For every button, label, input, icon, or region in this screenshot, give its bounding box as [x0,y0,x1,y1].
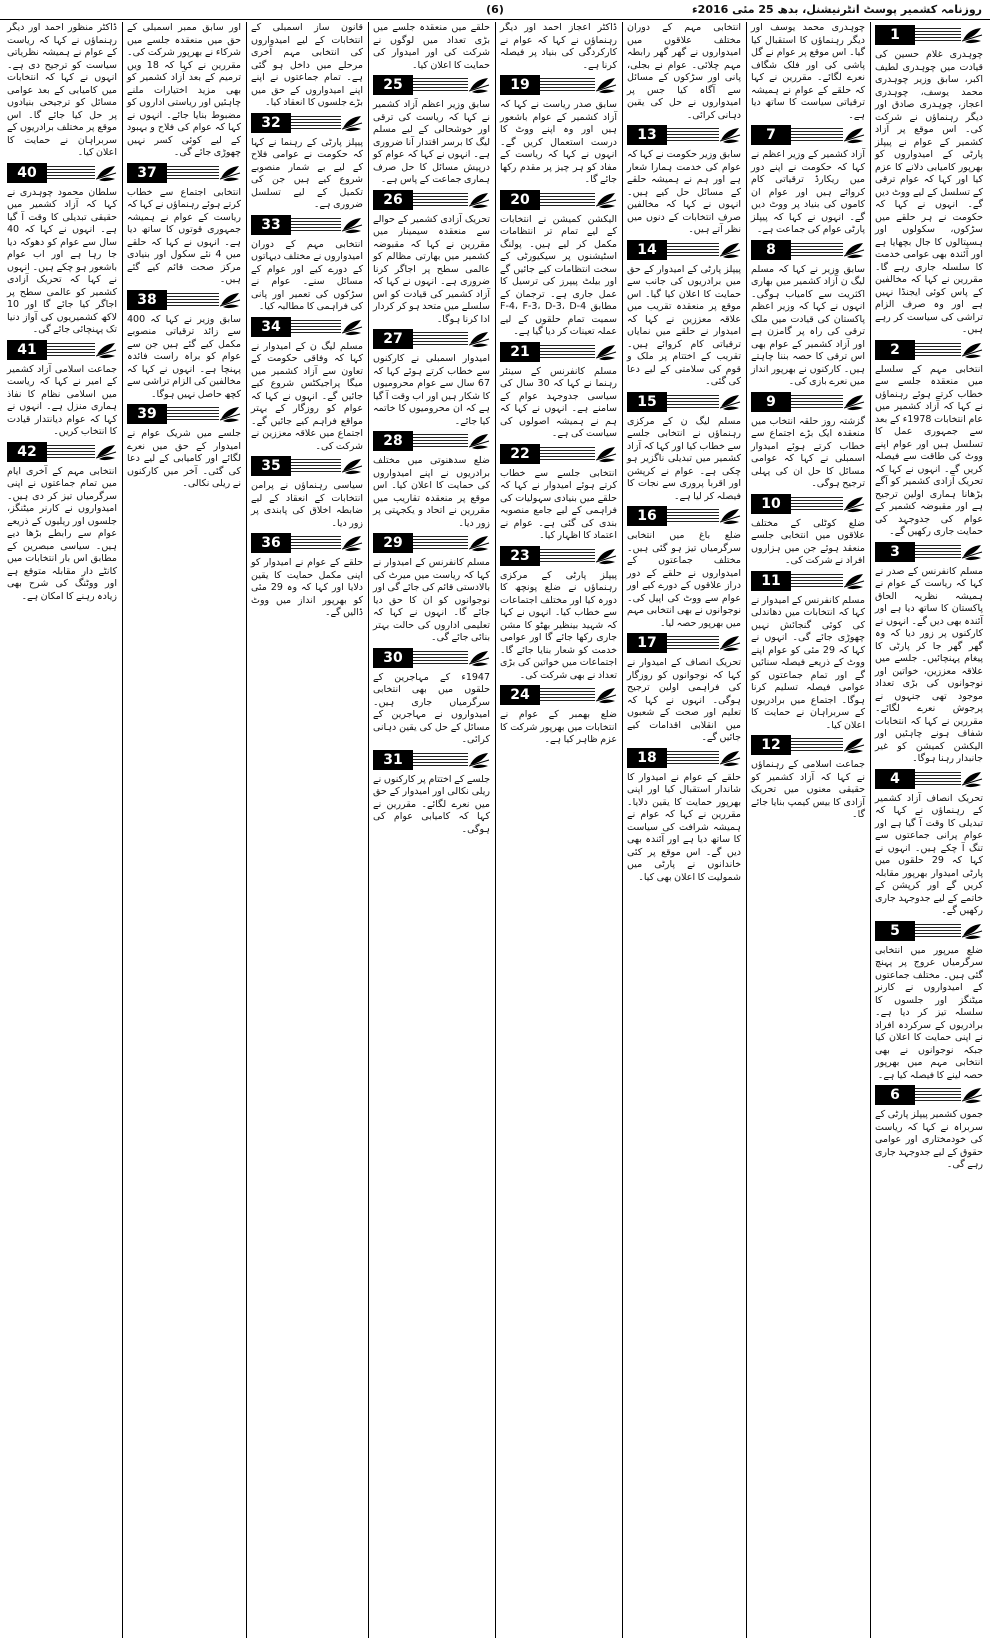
section-header [751,392,865,412]
section-stripe [413,536,468,550]
section-header [875,25,983,45]
section-number: 4 [875,769,915,789]
section-number: 28 [373,431,413,451]
leaf-flourish-icon [843,495,865,513]
leaf-flourish-icon [219,291,241,309]
article-paragraph: پیپلز پارٹی کے مرکزی رہنماؤں نے ضلع پونچھ کا دورہ کیا اور مختلف اجتماعات سے خطاب کیا۔ انہوں نے کہا کہ شہید بینظیر بھٹو کا مشن جاری رکھا جائے گا اور عوامی خدمت کو شعار بنایا جائے گا۔ اجتماعات میں خواتین کی بڑی تعداد نے بھی شرکت کی۔ [500,569,617,681]
section-stripe [791,243,843,257]
article-column [872,22,986,1638]
section-number: 38 [127,290,167,310]
leaf-flourish-icon [719,393,741,411]
article-column [624,22,744,1638]
section-number: 16 [627,506,667,526]
section-header [127,163,241,183]
section-header [500,342,617,362]
article-paragraph: مسلم کانفرنس کے امیدوار نے کہا کہ انتخابات میں دھاندلی کی کوئی گنجائش نہیں چھوڑی جائے گی۔ انہوں نے کہا کہ 29 مئی کو عوام اپنے ووٹ کے ذریعے فیصلہ سنائیں گے اور تمام جماعتوں کو عوامی فیصلہ تسلیم کرنا ہوگا۔ اجتماع میں برادریوں کے سربراہان نے حمایت کا اعلان کیا۔ [751,594,865,731]
section-header [627,748,741,768]
section-stripe [291,536,341,550]
leaf-flourish-icon [595,343,617,361]
leaf-flourish-icon [468,751,490,769]
section-number: 34 [251,317,291,337]
article-paragraph: جلسے میں شریک عوام نے امیدوار کے حق میں نعرے لگائے اور کامیابی کے لیے دعا کی گئی۔ آخر میں کارکنوں نے ریلی نکالی۔ [127,428,241,489]
leaf-flourish-icon [341,216,363,234]
article-paragraph: جماعت اسلامی آزاد کشمیر کے امیر نے کہا کہ ریاست میں اسلامی نظام کا نفاذ ہماری منزل ہے۔ انہوں نے کہا کہ عوام دیانتدار قیادت کا انتخاب کریں۔ [7,363,117,437]
section-header [627,240,741,260]
column-divider [495,22,496,1638]
section-number: 33 [251,215,291,235]
leaf-flourish-icon [843,241,865,259]
section-number: 36 [251,533,291,553]
section-number: 19 [500,75,540,95]
article-paragraph: ڈاکٹر منظور احمد اور دیگر رہنماؤں نے کہا کہ ریاست کے عوام نے ہمیشہ نظریاتی سیاست کو ترجیح دی ہے۔ انہوں نے کہا کہ انتخابات میں کامیابی کے بعد عوامی مسائل کو ترجیحی بنیادوں پر حل کیا جائے گا۔ اس موقع پر مختلف برادریوں کے سربراہان نے حمایت کا اعلان کیا۔ [7,22,117,158]
section-number: 8 [751,240,791,260]
section-header [251,533,363,553]
section-stripe [915,28,961,42]
article-paragraph: 1947ء کے مہاجرین کے حلقوں میں بھی انتخابی سرگرمیاں جاری ہیں۔ امیدواروں نے مہاجرین کے مسائل کے حل کی یقین دہانی کرائی۔ [373,671,490,745]
section-number: 14 [627,240,667,260]
section-header [373,190,490,210]
section-header [251,113,363,133]
article-paragraph: ضلع باغ میں انتخابی سرگرمیاں تیز ہو گئی ہیں۔ مختلف جماعتوں کے امیدواروں نے حلقے کے دور دراز علاقوں کے دورے کیے اور عوام سے ووٹ کی اپیل کی۔ نوجوانوں نے بھی انتخابی مہم میں بھرپور حصہ لیا۔ [627,530,741,629]
section-number: 6 [875,1085,915,1105]
article-column [248,22,366,1638]
article-paragraph: انتخابی اجتماع سے خطاب کرتے ہوئے رہنماؤں نے کہا کہ ریاست کے عوام نے ہمیشہ جمہوری قوتوں کا ساتھ دیا ہے۔ انہوں نے کہا کہ حلقے میں 4 نئے سکول اور بنیادی مرکز صحت قائم کیے گئے ہیں۔ [127,186,241,285]
section-number: 37 [127,163,167,183]
section-header [373,648,490,668]
section-stripe [667,243,719,257]
section-number: 21 [500,342,540,362]
section-stripe [540,447,595,461]
section-stripe [291,116,341,130]
section-header [373,75,490,95]
leaf-flourish-icon [719,241,741,259]
section-stripe [915,772,961,786]
column-divider [622,22,623,1638]
section-number: 20 [500,190,540,210]
section-header [500,190,617,210]
article-paragraph: مسلم کانفرنس کے صدر نے کہا کہ ریاست کے عوام نے ہمیشہ نظریہ الحاق پاکستان کا ساتھ دیا ہے اور آئندہ بھی دیں گے۔ انہوں نے کارکنوں پر زور دیا کہ وہ گھر گھر جا کر پارٹی کا پیغام پہنچائیں۔ جلسے میں علاقہ معززین، خواتین اور نوجوانوں کی بڑی تعداد موجود تھی جنہوں نے پرجوش نعرے لگائے۔ مقررین نے کہا کہ انتخابات شفاف ہونے چاہئیں اور الیکشن کمیشن کو غیر جانبدار رہنا ہوگا۔ [875,565,983,764]
section-header [875,921,983,941]
section-header [500,444,617,464]
section-header [127,404,241,424]
section-number: 7 [751,125,791,145]
section-number: 9 [751,392,791,412]
leaf-flourish-icon [961,770,983,788]
article-paragraph: چوہدری محمد یوسف اور دیگر رہنماؤں کا استقبال کیا گیا۔ اس موقع پر عوام نے گل پاشی کی اور فلک شگاف نعرے لگائے۔ مقررین نے کہا کہ حلقے کے عوام نے ہمیشہ ترقیاتی سیاست کا ساتھ دیا ہے۔ [751,22,865,121]
article-column [370,22,493,1638]
article-paragraph: جلسے کے اختتام پر کارکنوں نے ریلی نکالی اور امیدوار کے حق میں نعرے لگائے۔ مقررین نے کہا کہ کامیابی عوام کی ہوگی۔ [373,773,490,835]
leaf-flourish-icon [468,534,490,552]
section-header [627,633,741,653]
article-paragraph: سیاسی رہنماؤں نے پرامن انتخابات کے انعقاد کے لیے ضابطہ اخلاق کی پابندی پر زور دیا۔ [251,480,363,529]
leaf-flourish-icon [961,26,983,44]
leaf-flourish-icon [468,76,490,94]
section-header [875,340,983,360]
section-number: 11 [751,571,791,591]
section-header [751,735,865,755]
section-stripe [291,459,341,473]
leaf-flourish-icon [719,126,741,144]
section-number: 18 [627,748,667,768]
leaf-flourish-icon [595,445,617,463]
section-number: 3 [875,542,915,562]
section-stripe [413,193,468,207]
leaf-flourish-icon [341,457,363,475]
section-number: 42 [7,442,47,462]
section-header [627,506,741,526]
section-stripe [413,651,468,665]
leaf-flourish-icon [95,164,117,182]
section-header [875,542,983,562]
leaf-flourish-icon [341,114,363,132]
section-number: 10 [751,494,791,514]
article-paragraph: حلقے کے عوام نے امیدوار کا شاندار استقبال کیا اور اپنی بھرپور حمایت کا یقین دلایا۔ مقررین نے کہا کہ عوام نے ہمیشہ شرافت کی سیاست کا ساتھ دیا ہے اور آئندہ بھی دیں گے۔ اس موقع پر کئی خاندانوں نے پارٹی میں شمولیت کا اعلان بھی کیا۔ [627,771,741,883]
leaf-flourish-icon [719,507,741,525]
leaf-flourish-icon [468,432,490,450]
section-header [875,1085,983,1105]
article-column [4,22,120,1638]
leaf-flourish-icon [961,1086,983,1104]
article-paragraph: حلقے کے عوام نے امیدوار کو اپنی مکمل حمایت کا یقین دلایا اور کہا کہ وہ 29 مئی کو بھرپور انداز میں ووٹ ڈالیں گے۔ [251,557,363,618]
article-paragraph: انتخابی مہم کے دوران امیدواروں نے مختلف دیہاتوں کے دورے کیے اور عوام کے مسائل سنے۔ عوام نے سڑکوں کی تعمیر اور پانی کی فراہمی کا مطالبہ کیا۔ [251,238,363,312]
section-stripe [791,395,843,409]
leaf-flourish-icon [843,736,865,754]
section-stripe [167,293,219,307]
leaf-flourish-icon [95,341,117,359]
section-number: 35 [251,456,291,476]
section-header [7,163,117,183]
section-number: 22 [500,444,540,464]
article-paragraph: سابق صدر ریاست نے کہا کہ آزاد کشمیر کے عوام باشعور ہیں اور وہ اپنے ووٹ کا درست استعمال کریں گے۔ انہوں نے کہا کہ ریاست کے مفاد کو ہر چیز پر مقدم رکھا جائے گا۔ [500,99,617,185]
article-paragraph: مسلم لیگ ن کے مرکزی رہنماؤں نے انتخابی جلسے سے خطاب کیا اور کہا کہ آزاد کشمیر میں تبدیلی ناگزیر ہو چکی ہے۔ عوام نے کرپشن اور اقربا پروری سے نجات کا فیصلہ کر لیا ہے۔ [627,415,741,502]
article-paragraph: انتخابی مہم کے دوران مختلف علاقوں میں امیدواروں نے گھر گھر رابطہ مہم چلائی۔ عوام نے بجلی، پانی اور سڑکوں کے مسائل سے آگاہ کیا جس پر امیدواروں نے حل کی یقین دہانی کرائی۔ [627,22,741,121]
section-stripe [291,218,341,232]
article-paragraph: گزشتہ روز حلقہ انتخاب میں منعقدہ ایک بڑے اجتماع سے خطاب کرتے ہوئے امیدوار اسمبلی نے کہا کہ عوامی مسائل کا حل ان کی پہلی ترجیح ہوگی۔ [751,415,865,489]
article-paragraph: سابق وزیر نے کہا کہ مسلم لیگ ن آزاد کشمیر میں بھاری اکثریت سے کامیاب ہوگی۔ انہوں نے کہا کہ وزیر اعظم پاکستان کی قیادت میں ملک ترقی کی راہ پر گامزن ہے اور آزاد کشمیر کے عوام بھی اس ترقی کا حصہ بننا چاہتے ہیں۔ کارکنوں نے بھرپور انداز میں نعرے بازی کی۔ [751,263,865,387]
article-paragraph: سابق وزیر اعظم آزاد کشمیر نے کہا کہ ریاست کی ترقی اور خوشحالی کے لیے مسلم لیگ کا برسر اقتدار آنا ضروری ہے۔ انہوں نے کہا کہ عوام کو درپیش مسائل کا حل صرف ہماری جماعت کے پاس ہے۔ [373,99,490,185]
section-stripe [667,509,719,523]
article-column [124,22,244,1638]
section-stripe [291,320,341,334]
section-header [127,290,241,310]
article-paragraph: جموں کشمیر پیپلز پارٹی کے سربراہ نے کہا کہ ریاست کی خودمختاری اور عوامی حقوق کے لیے جدوجہد جاری رہے گی۔ [875,1109,983,1170]
article-paragraph: ڈاکٹر اعجاز احمد اور دیگر رہنماؤں نے کہا کہ عوام نے کارکردگی کی بنیاد پر فیصلہ کرنا ہے۔ [500,22,617,71]
article-paragraph: مسلم لیگ ن کے امیدوار نے کہا کہ وفاقی حکومت کے تعاون سے آزاد کشمیر میں میگا پراجیکٹس شروع کیے جائیں گے۔ انہوں نے کہا کہ عوام کو روزگار کے بہتر مواقع فراہم کیے جائیں گے۔ اجتماع میں علاقہ معززین نے شرکت کی۔ [251,340,363,452]
section-stripe [540,78,595,92]
section-header [751,125,865,145]
section-header [500,546,617,566]
section-number: 24 [500,685,540,705]
article-paragraph: الیکشن کمیشن نے انتخابات کے لیے تمام تر انتظامات مکمل کر لیے ہیں۔ پولنگ اسٹیشنوں پر سیکیورٹی کے سخت انتظامات کیے جائیں گے اور بیلٹ پیپرز کی ترسیل کا عمل جاری ہے۔ ترجمان کے مطابق F-4، F-3، D-3، D-4 سمیت تمام حلقوں کے لیے عملہ تعینات کر دیا گیا ہے۔ [500,213,617,337]
article-paragraph: ضلع کوٹلی کے مختلف علاقوں میں انتخابی جلسے منعقد ہوئے جن میں ہزاروں افراد نے شرکت کی۔ [751,517,865,566]
leaf-flourish-icon [719,634,741,652]
section-stripe [667,395,719,409]
section-number: 30 [373,648,413,668]
section-number: 39 [127,404,167,424]
section-number: 1 [875,25,915,45]
section-header [251,317,363,337]
section-stripe [413,434,468,448]
article-paragraph: سابق وزیر نے کہا کہ 400 سے زائد ترقیاتی منصوبے مکمل کیے گئے ہیں جن سے عوام کو براہ راست فائدہ پہنچا ہے۔ انہوں نے کہا کہ مخالفین کی الزام تراشی سے کچھ حاصل نہیں ہوگا۔ [127,313,241,400]
article-paragraph: مسلم کانفرنس کے امیدوار نے کہا کہ ریاست میں میرٹ کی بالادستی قائم کی جائے گی اور نوجوانوں کو ان کا حق دیا جائے گا۔ انہوں نے کہا کہ تعلیمی اداروں کی حالت بہتر بنائی جائے گی۔ [373,557,490,643]
section-stripe [413,332,468,346]
section-stripe [540,688,595,702]
page-number: (6) [486,3,504,16]
article-paragraph: انتخابی مہم کے آخری ایام میں تمام جماعتوں نے اپنی سرگرمیاں تیز کر دی ہیں۔ امیدواروں نے کارنر میٹنگز، جلسوں اور ریلیوں کے ذریعے عوام سے رابطے بڑھا دیے ہیں۔ سیاسی مبصرین کے مطابق اس بار انتخابات میں کانٹے دار مقابلہ متوقع ہے اور ووٹنگ کی شرح بھی زیادہ رہنے کا امکان ہے۔ [7,465,117,602]
article-paragraph: پیپلز پارٹی کے رہنما نے کہا کہ حکومت نے عوامی فلاح کے لیے بے شمار منصوبے شروع کیے ہیں جن کی تکمیل کے لیے تسلسل ضروری ہے۔ [251,136,363,210]
column-divider [122,22,123,1638]
section-number: 5 [875,921,915,941]
masthead [0,0,990,20]
section-stripe [667,128,719,142]
leaf-flourish-icon [843,393,865,411]
section-number: 27 [373,329,413,349]
section-number: 25 [373,75,413,95]
section-stripe [791,497,843,511]
section-header [500,685,617,705]
section-stripe [667,636,719,650]
leaf-flourish-icon [468,649,490,667]
leaf-flourish-icon [219,164,241,182]
leaf-flourish-icon [341,534,363,552]
section-header [7,340,117,360]
section-header [751,494,865,514]
section-header [373,329,490,349]
leaf-flourish-icon [95,443,117,461]
section-number: 26 [373,190,413,210]
section-number: 31 [373,750,413,770]
section-header [373,431,490,451]
dateline: روزنامہ کشمیر پوسٹ انٹرنیشنل، بدھ 25 مئی 2016ء [692,3,982,16]
section-number: 23 [500,546,540,566]
article-paragraph: مسلم کانفرنس کے سینئر رہنما نے کہا کہ 30 سال کی سیاسی جدوجہد عوام کے سامنے ہے۔ انہوں نے کہا کہ ہم نے ہمیشہ اصولوں کی سیاست کی ہے۔ [500,365,617,439]
column-divider [746,22,747,1638]
article-paragraph: ضلع سدھنوتی میں مختلف برادریوں نے اپنے امیدواروں کی حمایت کا اعلان کیا۔ اس موقع پر منعقدہ تقاریب میں مقررین نے اتحاد و یکجہتی پر زور دیا۔ [373,455,490,529]
section-header [251,215,363,235]
section-number: 12 [751,735,791,755]
article-paragraph: اور سابق ممبر اسمبلی کے حق میں منعقدہ جلسے میں شرکاء نے بھرپور شرکت کی۔ مقررین نے کہا کہ 18 ویں ترمیم کے بعد آزاد کشمیر کو بھی مزید اختیارات ملنے چاہئیں اور ریاستی اداروں کو مضبوط بنایا جائے۔ انہوں نے کہا کہ عوام کی فلاح و بہبود کے لیے کوئی کسر نہیں چھوڑی جائے گی۔ [127,22,241,158]
article-paragraph: تحریک انصاف کے امیدوار نے کہا کہ نوجوانوں کو روزگار کی فراہمی اولین ترجیح ہوگی۔ انہوں نے کہا کہ تعلیم اور صحت کے شعبوں میں انقلابی اقدامات کیے جائیں گے۔ [627,657,741,743]
article-paragraph: انتخابی مہم کے سلسلے میں منعقدہ جلسے سے خطاب کرتے ہوئے رہنماؤں نے کہا کہ آزاد کشمیر میں عام انتخابات 1978ء کے بعد سے جمہوری عمل کا تسلسل ہیں اور عوام اپنے ووٹ کی طاقت سے فیصلہ کریں گے۔ انہوں نے کہا کہ تحریک آزادی کشمیر کو آگے بڑھانا ہماری اولین ترجیح ہے اور مقبوضہ کشمیر کے عوام کی جدوجہد کی حمایت جاری رکھیں گے۔ [875,363,983,537]
leaf-flourish-icon [961,922,983,940]
section-stripe [413,753,468,767]
leaf-flourish-icon [843,572,865,590]
section-number: 13 [627,125,667,145]
article-column [497,22,620,1638]
leaf-flourish-icon [341,318,363,336]
section-stripe [791,128,843,142]
leaf-flourish-icon [961,341,983,359]
leaf-flourish-icon [468,330,490,348]
section-stripe [915,924,961,938]
section-stripe [167,407,219,421]
section-stripe [47,166,95,180]
section-stripe [47,445,95,459]
article-paragraph: ضلع میرپور میں انتخابی سرگرمیاں عروج پر پہنچ گئی ہیں۔ مختلف جماعتوں کے امیدواروں نے کارنر میٹنگز اور جلسوں کا سلسلہ تیز کر دیا ہے۔ برادریوں کے سرکردہ افراد نے اپنی حمایت کا اعلان کیا جبکہ نوجوانوں نے بھی انتخابی مہم میں بھرپور حصہ لینے کا فیصلہ کیا ہے۔ [875,944,983,1081]
section-stripe [540,193,595,207]
article-paragraph: سابق وزیر حکومت نے کہا کہ عوام کی خدمت ہمارا شعار ہے اور ہم نے ہمیشہ حلقے کے مسائل حل کیے ہیں۔ انہوں نے کہا کہ مخالفین صرف انتخابات کے دنوں میں نظر آتے ہیں۔ [627,149,741,235]
section-stripe [791,574,843,588]
section-stripe [667,751,719,765]
article-paragraph: پیپلز پارٹی کے امیدوار کے حق میں برادریوں کی جانب سے حمایت کا اعلان کیا گیا۔ اس موقع پر منعقدہ تقریب میں علاقہ معززین نے کہا کہ امیدوار نے حلقے میں نمایاں ترقیاتی کام کروائے ہیں۔ تقریب کے اختتام پر ملک و قوم کی سلامتی کے لیے دعا کی گئی۔ [627,263,741,387]
section-stripe [915,1088,961,1102]
article-paragraph: حلقے میں منعقدہ جلسے میں بڑی تعداد میں لوگوں نے شرکت کی اور امیدوار کی حمایت کا اعلان کیا۔ [373,22,490,71]
section-stripe [915,545,961,559]
section-stripe [540,549,595,563]
article-paragraph: چوہدری غلام حسین کی قیادت میں چوہدری لطیف اکبر، سابق وزیر چوہدری محمد یوسف، چوہدری اعجاز، چوہدری صادق اور دیگر رہنماؤں نے شرکت کی۔ اس موقع پر آزاد کشمیر کے عوام نے پیپلز پارٹی کے امیدواروں کو بھرپور کامیابی دلانے کا عزم کیا اور کہا کہ عوام ترقی کے تسلسل کے لیے ووٹ دیں گے۔ انہوں نے کہا کہ حکومت نے ہر حلقے میں سڑکوں، سکولوں اور ہسپتالوں کا جال بچھایا ہے اور آئندہ بھی عوامی خدمت کا سلسلہ جاری رہے گا۔ مقررین نے کہا کہ مخالفین کے پاس کوئی ایجنڈا نہیں ہے اور وہ صرف الزام تراشی کی سیاست کر رہے ہیں۔ [875,49,983,335]
section-header [627,125,741,145]
leaf-flourish-icon [595,686,617,704]
section-stripe [167,166,219,180]
article-paragraph: انتخابی جلسے سے خطاب کرتے ہوئے امیدوار نے کہا کہ حلقے میں بنیادی سہولیات کی فراہمی کے لیے جامع منصوبہ بندی کی گئی ہے۔ عوام نے اعتماد کا اظہار کیا۔ [500,467,617,541]
leaf-flourish-icon [719,749,741,767]
section-header [373,750,490,770]
leaf-flourish-icon [595,191,617,209]
section-number: 32 [251,113,291,133]
leaf-flourish-icon [468,191,490,209]
article-paragraph: امیدوار اسمبلی نے کارکنوں سے خطاب کرتے ہوئے کہا کہ 67 سال سے عوام محرومیوں کا شکار ہیں اور اب وقت آ گیا ہے کہ ان محرومیوں کا خاتمہ کیا جائے۔ [373,353,490,427]
section-header [500,75,617,95]
article-paragraph: جماعت اسلامی کے رہنماؤں نے کہا کہ آزاد کشمیر کو حقیقی معنوں میں تحریک آزادی کا بیس کیمپ بنایا جائے گا۔ [751,759,865,820]
section-stripe [540,345,595,359]
leaf-flourish-icon [219,405,241,423]
section-header [7,442,117,462]
section-number: 17 [627,633,667,653]
section-number: 15 [627,392,667,412]
column-divider [368,22,369,1638]
article-column [748,22,868,1638]
article-paragraph: سلطان محمود چوہدری نے کہا کہ آزاد کشمیر میں حقیقی تبدیلی کا وقت آ گیا ہے۔ انہوں نے کہا کہ 40 سال سے عوام کو دھوکہ دیا جا رہا ہے اور اب عوام باشعور ہو چکے ہیں۔ انہوں نے کہا کہ تحریک آزادی کشمیر کو عالمی سطح پر اجاگر کیا جائے گا اور 10 لاکھ کشمیریوں کی آواز دنیا تک پہنچائی جائے گی۔ [7,186,117,335]
leaf-flourish-icon [961,543,983,561]
article-paragraph: تحریک آزادی کشمیر کے حوالے سے منعقدہ سیمینار میں مقررین نے کہا کہ مقبوضہ کشمیر میں بھارتی مظالم کو عالمی سطح پر اجاگر کرنا ضروری ہے۔ انہوں نے کہا کہ آزاد کشمیر کی قیادت کو اس سلسلے میں متحد ہو کر کردار ادا کرنا ہوگا۔ [373,213,490,325]
section-stripe [413,78,468,92]
section-number: 40 [7,163,47,183]
leaf-flourish-icon [843,126,865,144]
column-divider [246,22,247,1638]
article-paragraph: تحریک انصاف آزاد کشمیر کے رہنماؤں نے کہا کہ تبدیلی کا وقت آ گیا ہے اور عوام پرانی جماعتوں سے تنگ آ چکے ہیں۔ انہوں نے کہا کہ 29 حلقوں میں پارٹی امیدوار بھرپور مقابلہ کریں گے اور کرپشن کے خاتمے کے لیے جدوجہد جاری رکھیں گے۔ [875,792,983,916]
section-header [751,240,865,260]
section-number: 41 [7,340,47,360]
leaf-flourish-icon [595,547,617,565]
section-header [251,456,363,476]
article-paragraph: آزاد کشمیر کے وزیر اعظم نے کہا کہ حکومت نے اپنے دور میں ریکارڈ ترقیاتی کام کروائے ہیں اور عوام ان کاموں کی بنیاد پر ووٹ دیں گے۔ انہوں نے کہا کہ پیپلز پارٹی عوام کی جماعت ہے۔ [751,149,865,235]
article-paragraph: ضلع بھمبر کے عوام نے انتخابات میں بھرپور شرکت کا عزم ظاہر کیا ہے۔ [500,709,617,745]
section-stripe [791,738,843,752]
section-header [751,571,865,591]
section-header [627,392,741,412]
section-stripe [915,343,961,357]
section-header [875,769,983,789]
section-number: 2 [875,340,915,360]
section-number: 29 [373,533,413,553]
column-divider [870,22,871,1638]
section-stripe [47,343,95,357]
leaf-flourish-icon [595,76,617,94]
article-paragraph: قانون ساز اسمبلی کے انتخابات کے لیے امیدواروں کی انتخابی مہم آخری مرحلے میں داخل ہو گئی ہے۔ تمام جماعتوں نے اپنے اپنے امیدواروں کے حق میں بڑے جلسوں کا انعقاد کیا۔ [251,22,363,108]
section-header [373,533,490,553]
